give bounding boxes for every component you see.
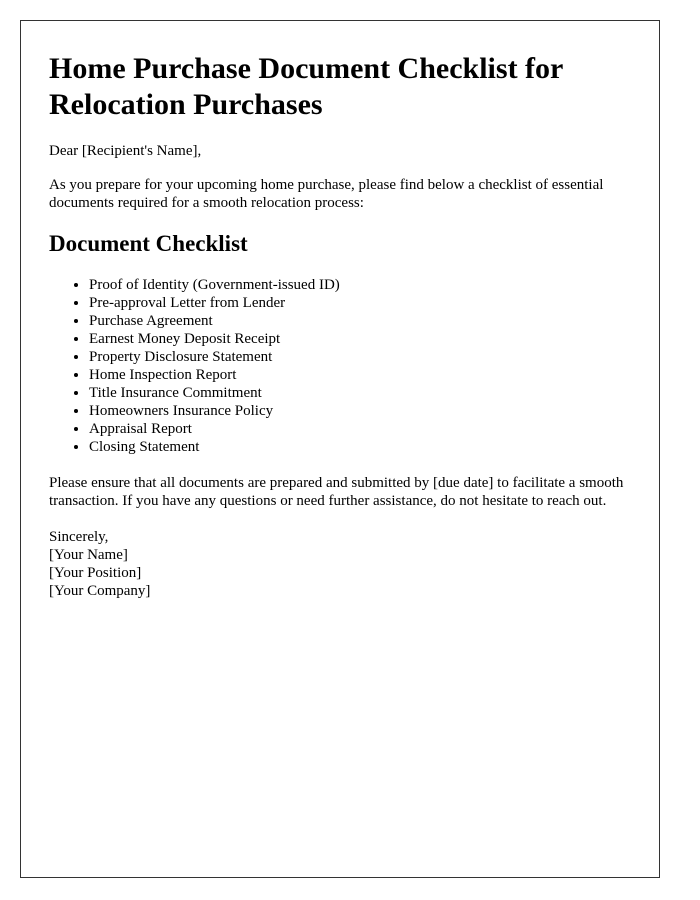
- checklist-item: • Closing Statement: [89, 438, 631, 456]
- closing-paragraph: Please ensure that all documents are prepared and submitted by [due date] to facilitate a smooth transaction. If you have any questions or need further assistance, do not hesitate to reach out.: [49, 475, 624, 509]
- letter-title: Home Purchase Document Checklist for Relocation Purchases: [49, 52, 563, 121]
- checklist-item: • Home Inspection Report: [89, 366, 631, 384]
- greeting: Dear [Recipient's Name],: [49, 143, 202, 159]
- signer-position: [Your Position]: [49, 565, 142, 581]
- checklist-item: • Purchase Agreement: [89, 312, 631, 330]
- checklist-item: • Title Insurance Commitment: [89, 384, 631, 402]
- letter-page: [20, 20, 660, 878]
- checklist-item: • Pre-approval Letter from Lender: [89, 294, 631, 312]
- document-checklist: [49, 276, 631, 456]
- signer-name: [Your Name]: [49, 547, 128, 563]
- checklist-item: • Homeowners Insurance Policy: [89, 402, 631, 420]
- signer-company: [Your Company]: [49, 583, 151, 599]
- section-heading: Document Checklist: [49, 231, 248, 256]
- intro-paragraph: As you prepare for your upcoming home purchase, please find below a checklist of essential documents required for a smooth relocation process:: [49, 177, 604, 211]
- checklist-item: • Proof of Identity (Government-issued ID): [89, 276, 631, 294]
- checklist-item: • Property Disclosure Statement: [89, 348, 631, 366]
- sign-off: Sincerely,: [49, 529, 109, 545]
- checklist-item: • Appraisal Report: [89, 420, 631, 438]
- signature-block: [49, 528, 631, 600]
- checklist-item: • Earnest Money Deposit Receipt: [89, 330, 631, 348]
